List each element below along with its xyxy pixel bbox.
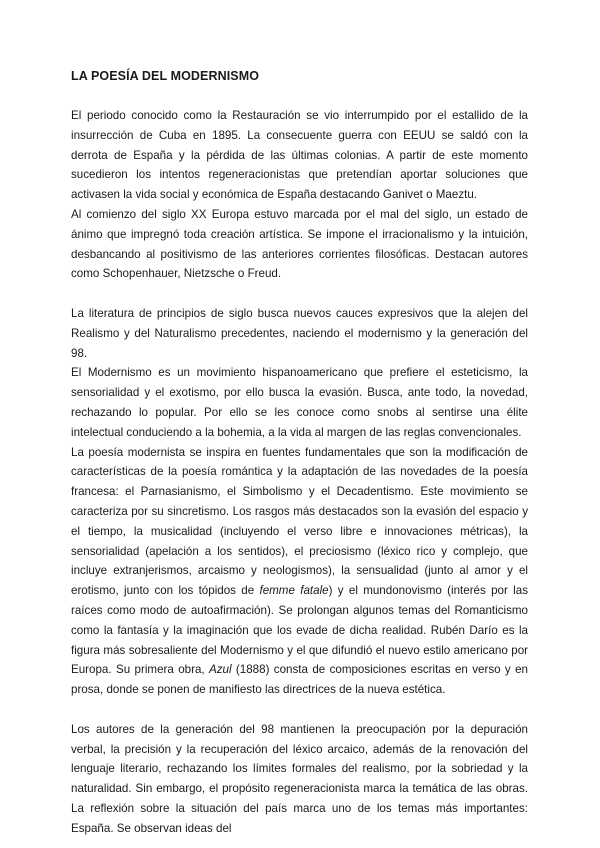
paragraph-restauracion: El periodo conocido como la Restauración se vio interrumpido por el estallido de la insurrección de Cuba en 1895. La consecuente guerra con EEUU se saldó con la derrota de España y la pérdida de las últimas colonias. A partir de este momento sucedieron los intentos regeneracionistas que pretendían aportar soluciones que activasen la vida social y económica de España destacando Ganivet o Maeztu. (71, 109, 528, 202)
work-title: Azul (208, 663, 232, 677)
paragraph-siglo-xx: Al comienzo del siglo XX Europa estuvo marcada por el mal del siglo, un estado de ánimo que impregnó toda creación artística. Se impone el irracionalismo y la intuición, desbancando al positivismo de las anteriores corrientes filosóficas. Destacan autores como Schopenhauer, Nietzsche o Freud. (71, 207, 528, 281)
document-body (71, 106, 528, 838)
text-segment: ) y el mundonovismo (interés por las raíces como modo de autoafirmación). Se prolongan algunos temas del Romanticismo como la fantasía y la imaginación que los evade de dicha realidad. Rubén Darío es la figura más sobresaliente del Modernismo y el que difundió el nuevo estilo americano por Europa. Su primera obra, (71, 584, 528, 677)
paragraph-literatura: La literatura de principios de siglo busca nuevos cauces expresivos que la alejen del Realismo y del Naturalismo precedentes, naciendo el modernismo y la generación del 98. (71, 306, 528, 360)
paragraph-poesia-modernista (71, 443, 528, 700)
text-segment: (1888) consta de composiciones escritas en verso y en prosa, donde se ponen de manifiesto las directrices de la nueva estética. (71, 663, 528, 697)
italic-term: femme fatale (259, 584, 329, 598)
text-segment: La poesía modernista se inspira en fuentes fundamentales que son la modificación de características de la poesía romántica y la adaptación de las novedades de la poesía francesa: el Parnasianismo, el Simbolismo y el Decadentismo. Este movimiento se caracteriza por su sincretismo. Los rasgos más destacados son la evasión del espacio y el tiempo, la musicalidad (incluyendo el verso libre e innovaciones métricas), la sensorialidad (apelación a los sentidos), el preciosismo (léxico rico y complejo, que incluye extranjerismos, arcaismo y neologismos), la sensualidad (junto al amor y el erotismo, junto con los tópidos de (71, 445, 528, 598)
page-title: LA POESÍA DEL MODERNISMO (71, 69, 260, 83)
paragraph-gap (71, 284, 528, 304)
paragraph-gap (71, 700, 528, 720)
paragraph-modernismo: El Modernismo es un movimiento hispanoamericano que prefiere el esteticismo, la sensorialidad y el exotismo, por ello busca la evasión. Busca, ante todo, la novedad, rechazando lo popular. Por ello se les conoce como snobs al sentirse una élite intelectual conduciendo a la bohemia, a la vida al margen de las reglas convencionales. (71, 366, 528, 439)
paragraph-generacion-98: Los autores de la generación del 98 mantienen la preocupación por la depuración verbal, la precisión y la recuperación del léxico arcaico, además de la renovación del lenguaje literario, rechazando los límites formales del realismo, por la sobriedad y la naturalidad. Sin embargo, el propósito regeneracionista marca la temática de las obras. La reflexión sobre la situación del país marca uno de los temas más importantes: España. Se observan ideas del (71, 722, 528, 835)
